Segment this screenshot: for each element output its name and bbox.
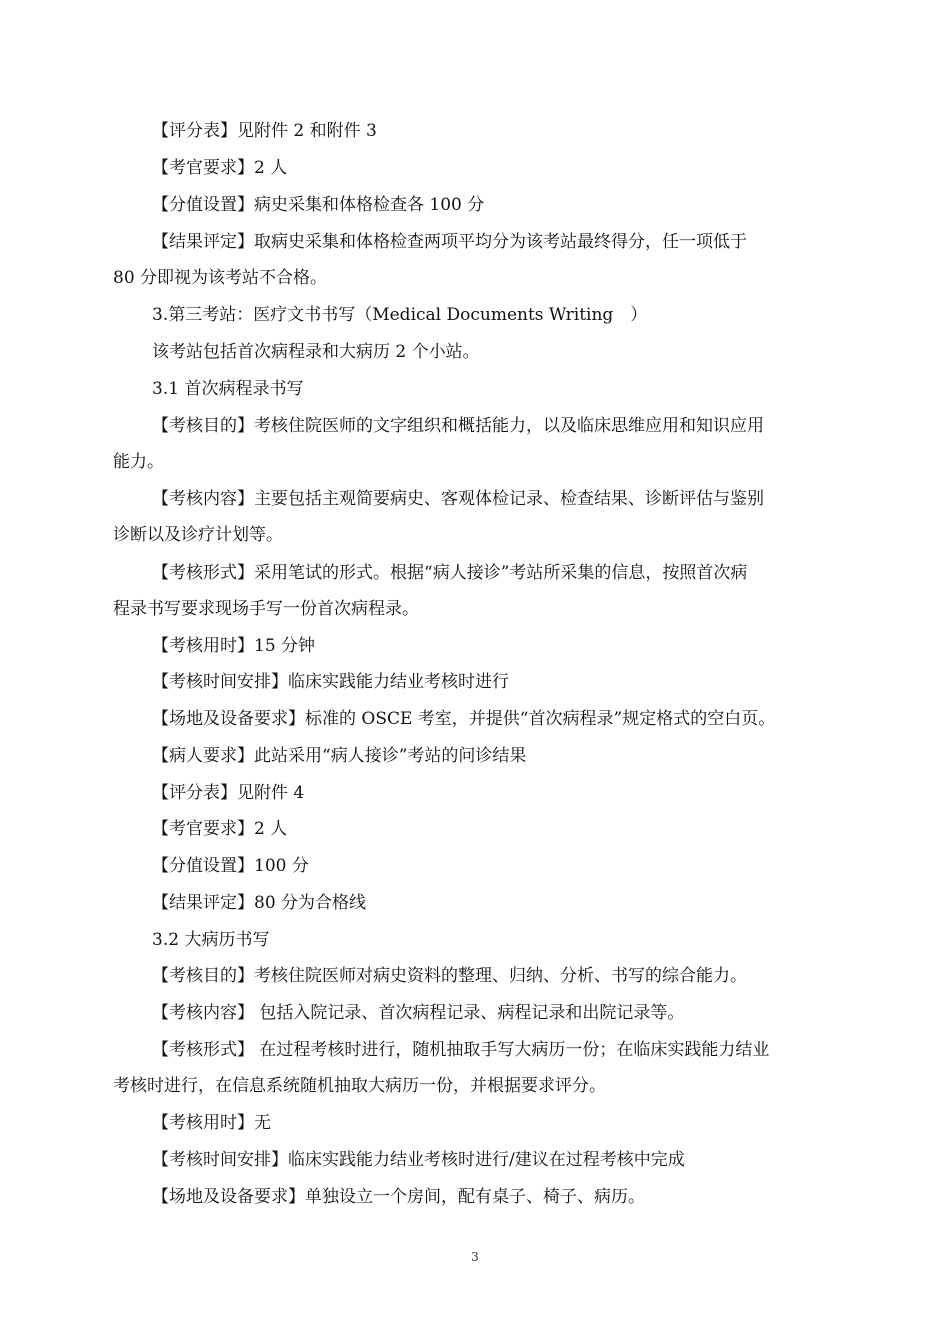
- text-line: 【评分表】见附件 2 和附件 3: [152, 121, 377, 141]
- text-line: 能力。: [113, 452, 164, 472]
- text-line: 该考站包括首次病程录和大病历 2 个小站。: [152, 342, 480, 362]
- text-line: 【考核目的】考核住院医师的文字组织和概括能力，以及临床思维应用和知识应用: [152, 416, 764, 436]
- text-line: 【考核内容】 包括入院记录、首次病程记录、病程记录和出院记录等。: [152, 1003, 685, 1023]
- text-line: 【分值设置】100 分: [152, 856, 309, 876]
- text-line: 【考核形式】 在过程考核时进行，随机抽取手写大病历一份；在临床实践能力结业: [152, 1040, 770, 1060]
- text-line: 【考核时间安排】临床实践能力结业考核时进行/建议在过程考核中完成: [152, 1150, 685, 1170]
- text-line: 【考核目的】考核住院医师对病史资料的整理、归纳、分析、书写的综合能力。: [152, 966, 747, 986]
- section-heading: 3.第三考站：医疗文书书写（Medical Documents Writing ）: [152, 305, 648, 325]
- text-line: 【场地及设备要求】标准的 OSCE 考室，并提供“首次病程录”规定格式的空白页。: [152, 709, 776, 729]
- subsection-heading: 3.1 首次病程录书写: [152, 379, 304, 399]
- text-line: 【评分表】见附件 4: [152, 783, 305, 803]
- text-line: 【考核内容】主要包括主观简要病史、客观体检记录、检查结果、诊断评估与鉴别: [152, 489, 764, 509]
- text-line: 80 分即视为该考站不合格。: [113, 268, 328, 288]
- text-line: 考核时进行，在信息系统随机抽取大病历一份，并根据要求评分。: [113, 1076, 606, 1096]
- text-line: 【考核用时】无: [152, 1113, 271, 1133]
- text-line: 【考核形式】采用笔试的形式。根据“病人接诊”考站所采集的信息，按照首次病: [152, 563, 748, 583]
- text-line: 程录书写要求现场手写一份首次病程录。: [113, 599, 419, 619]
- text-line: 【病人要求】此站采用“病人接诊”考站的问诊结果: [152, 746, 527, 766]
- text-line: 【考官要求】2 人: [152, 158, 288, 178]
- page-number: 3: [471, 1250, 479, 1264]
- text-line: 【考核时间安排】临床实践能力结业考核时进行: [152, 672, 509, 692]
- text-line: 诊断以及诊疗计划等。: [113, 525, 283, 545]
- text-line: 【考核用时】15 分钟: [152, 636, 316, 656]
- subsection-heading: 3.2 大病历书写: [152, 930, 270, 950]
- text-line: 【考官要求】2 人: [152, 819, 288, 839]
- text-line: 【场地及设备要求】单独设立一个房间，配有桌子、椅子、病历。: [152, 1187, 645, 1207]
- text-line: 【结果评定】取病史采集和体格检查两项平均分为该考站最终得分，任一项低于: [152, 232, 747, 252]
- text-line: 【结果评定】80 分为合格线: [152, 893, 367, 913]
- text-line: 【分值设置】病史采集和体格检查各 100 分: [152, 195, 485, 215]
